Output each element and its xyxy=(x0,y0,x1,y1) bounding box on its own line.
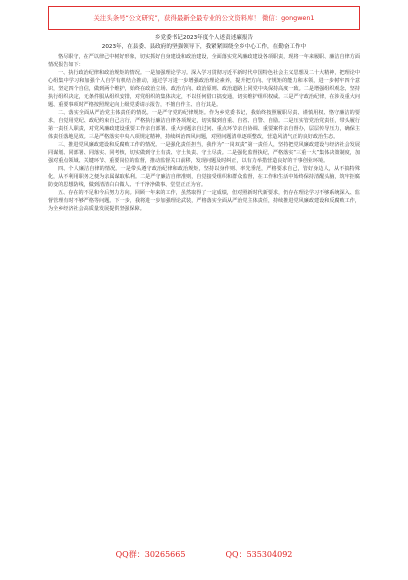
paragraph-section-2: 二、落实全面从严治党主体责任的情况。一是严守党的纪律规矩。作为乡党委书记，我始终按照履职尽责、谨慎用权、恪守廉洁的要求，自觉用党纪、政纪约束自己言行，严格执行廉洁自律各项规定，切实做到自重、自省、自警、自励。二是压实管党治党责任，带头履行第一责任人职责，对党风廉政建设重要工作亲自部署、重大问题亲自过问、重点环节亲自协调、重要案件亲自督办，层层传导压力，确保主体责任落地见效。三是严格落实中央八项规定精神，持续纠治四风问题，对照问题清单逐项整改，营造风清气正的良好政治生态。 xyxy=(48,110,360,140)
qq-label: QQ：535304092 xyxy=(225,550,293,559)
paragraph-section-5: 五、存在的不足和今后努力方向。回顾一年来的工作，虽然取得了一定成绩，但对照新时代新要求，仍存在理论学习不够系统深入、监督管理有时不够严格等问题。下一步，我将进一步加强理论武装，严格落实全面从严治党主体责任，持续推进党风廉政建设和反腐败工作，为全乡经济社会高质量发展提供坚强保障。 xyxy=(48,190,360,212)
promo-banner xyxy=(48,6,360,30)
document-subtitle: 2023年，在县委、县政府的坚强领导下，我紧紧围绕全乡中心工作，在勤奋工作中 xyxy=(101,44,307,50)
document-body xyxy=(48,34,360,542)
document-title: 乡党委书记2023年度个人述责述廉报告 xyxy=(154,35,254,41)
paragraph-section-1: 一、执行政治纪律和政治规矩的情况。一是加强理论学习。深入学习贯彻习近平新时代中国特色社会主义思想及二十大精神，把理论中心组集中学习和加强个人自学有机结合推动，通过学习进一步增强政治理论素养，提升把方向、守规矩的能力和本领，进一步树牢四个意识，坚定四个自信，做到两个维护，始终在政治立场、政治方向、政治原则、政治道路上同党中央保持高度一致。二是增强组织观念，坚持执行组织决定，无条件服从组织安排，对党组织的集体决定，不以任何借口搞变通，切实维护组织权威。三是严守政治纪律，在涉及重大问题、重要事项时严格按照规定向上级党委请示报告，不擅自作主、自行其是。 xyxy=(48,70,360,108)
paragraph-section-4: 四、个人廉洁自律的情况。一是带头遵守政治纪律和政治规矩，坚持以身作则、率先垂范，严格要求自己，管好身边人，从不搞特殊化，从不利用职务之便为亲属谋取私利。二是严守廉洁自律准则，自觉接受组织和群众监督，在工作和生活中始终保持清醒头脑，筑牢拒腐防变的思想防线，做到清清白白做人、干干净净做事、堂堂正正为官。 xyxy=(48,166,360,188)
promo-banner-text: 关注头条号“公文研究”，获得最新全最专业的公文资料库！ 微信：gongwen1 xyxy=(93,13,315,22)
paragraph-section-3: 三、推进党风廉政建设和反腐败工作的情况。一是强化责任担当，我作为“一岗双责”第一责任人，坚持把党风廉政建设与经济社会发展同谋划、同部署、同落实、同考核，切实做到守土有责、守土负责、守土尽责。二是强化监督执纪，严格落实“三重一大”集体决策制度，加强对重点领域、关键环节、重要岗位的监督，推动监督关口前移，发现问题及时纠正，以有力举措营造良好的干事创业环境。 xyxy=(48,142,360,164)
qq-group-label: QQ群：30265665 xyxy=(115,550,186,559)
contact-footer xyxy=(0,548,408,562)
paragraph-intro: 恪尽职守，在严以律己中树好形象，切实抓好自身建设和政治建设，全面落实党风廉政建设各项职责，现将一年来履职、廉洁自律方面情况报告如下： xyxy=(48,54,360,68)
